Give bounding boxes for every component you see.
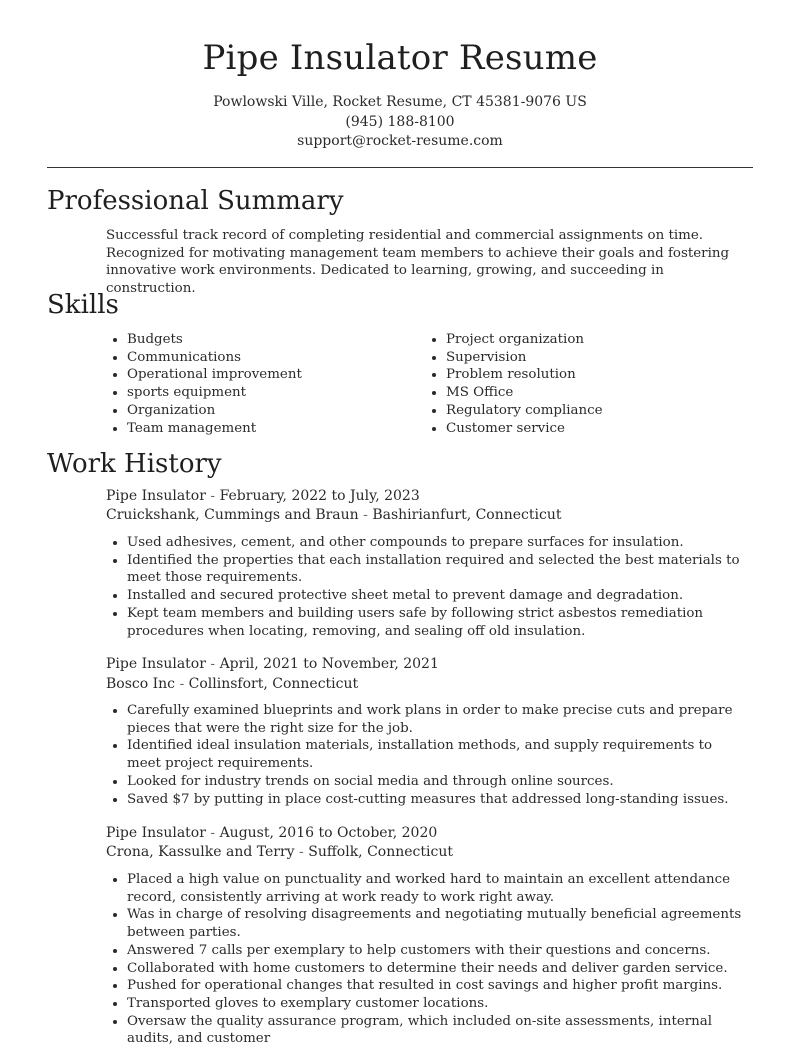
job-duty: • Answered 7 calls per exemplary to help customers with their questions and concerns. — [127, 942, 746, 960]
skill-item: • Organization — [127, 402, 302, 420]
header-divider — [47, 167, 753, 168]
job-duty: • Looked for industry trends on social media and through online sources. — [127, 773, 746, 791]
skill-item: • Budgets — [127, 331, 302, 349]
job-duty: • Kept team members and building users safe by following strict asbestos remediation procedures when locating, removing, and sealing off old insulation. — [127, 605, 746, 640]
section-title-summary: Professional Summary — [47, 186, 344, 216]
separator: - — [358, 507, 373, 523]
contact-phone: (945) 188-8100 — [345, 114, 455, 130]
skill-item: • Supervision — [446, 349, 603, 367]
job-location: Bashirianfurt, Connecticut — [372, 507, 562, 523]
job-company: Crona, Kassulke and Terry — [106, 844, 295, 860]
resume-title: Pipe Insulator Resume — [202, 38, 598, 78]
job-duties-list — [106, 534, 746, 640]
job-dates: April, 2021 to November, 2021 — [219, 656, 439, 672]
skill-item: • Operational improvement — [127, 366, 302, 384]
job-duty: • Identified the properties that each installation required and selected the best materials to meet those requirements. — [127, 552, 746, 587]
job-duty: • Saved $7 by putting in place cost-cutting measures that addressed long-standing issues. — [127, 791, 746, 809]
job-title-line — [106, 656, 439, 672]
job-duty: • Identified ideal insulation materials, installation methods, and supply requirements to meet project requirements. — [127, 737, 746, 772]
skill-item: • sports equipment — [127, 384, 302, 402]
contact-address: Powlowski Ville, Rocket Resume, CT 45381-9076 US — [213, 94, 587, 110]
job-duty: • Collaborated with home customers to determine their needs and deliver garden service. — [127, 960, 746, 978]
job-title-line — [106, 488, 420, 504]
skill-item: • Problem resolution — [446, 366, 603, 384]
skill-item: • Communications — [127, 349, 302, 367]
job-dates: August, 2016 to October, 2020 — [219, 825, 438, 841]
job-title: Pipe Insulator — [106, 488, 206, 504]
skills-list-right — [425, 331, 603, 437]
section-title-work-history: Work History — [47, 449, 222, 479]
separator: - — [175, 676, 189, 692]
job-company-line — [106, 676, 358, 692]
skill-item: • Project organization — [446, 331, 603, 349]
separator: - — [205, 825, 220, 841]
job-company-line — [106, 844, 453, 860]
separator: - — [205, 656, 220, 672]
summary-text: Successful track record of completing residential and commercial assignments on time. Recognized for motivating management team members to achieve their goals and fostering innovative work environments. Dedicated to learning, growing, and succeeding in construction. — [106, 228, 730, 296]
job-company: Cruickshank, Cummings and Braun — [106, 507, 359, 523]
job-duty: • Carefully examined blueprints and work plans in order to make precise cuts and prepare pieces that were the right size for the job. — [127, 702, 746, 737]
job-dates: February, 2022 to July, 2023 — [219, 488, 420, 504]
job-company-line — [106, 507, 561, 523]
separator: - — [294, 844, 309, 860]
skill-item: • MS Office — [446, 384, 603, 402]
job-title: Pipe Insulator — [106, 656, 206, 672]
job-duty: • Was in charge of resolving disagreements and negotiating mutually beneficial agreements between parties. — [127, 906, 746, 941]
skill-item: • Team management — [127, 420, 302, 438]
section-title-skills: Skills — [47, 290, 119, 320]
job-duty: • Installed and secured protective sheet metal to prevent damage and degradation. — [127, 587, 746, 605]
job-duty: • Transported gloves to exemplary customer locations. — [127, 995, 746, 1013]
skill-item: • Regulatory compliance — [446, 402, 603, 420]
job-title-line — [106, 825, 437, 841]
skill-item: • Customer service — [446, 420, 603, 438]
job-duty: • Pushed for operational changes that resulted in cost savings and higher profit margins. — [127, 977, 746, 995]
job-duty: • Used adhesives, cement, and other compounds to prepare surfaces for insulation. — [127, 534, 746, 552]
job-duties-list — [106, 702, 746, 808]
contact-email: support@rocket-resume.com — [297, 133, 503, 149]
job-title: Pipe Insulator — [106, 825, 206, 841]
job-duty: • Placed a high value on punctuality and worked hard to maintain an excellent attendance record, consistently arriving at work ready to work right away. — [127, 871, 746, 906]
job-duties-list — [106, 871, 746, 1048]
separator: - — [205, 488, 220, 504]
job-company: Bosco Inc — [106, 676, 176, 692]
skills-list-left — [106, 331, 302, 437]
job-location: Suffolk, Connecticut — [308, 844, 453, 860]
job-location: Collinsfort, Connecticut — [188, 676, 359, 692]
job-duty: • Oversaw the quality assurance program, which included on-site assessments, internal audits, and customer — [127, 1013, 746, 1048]
